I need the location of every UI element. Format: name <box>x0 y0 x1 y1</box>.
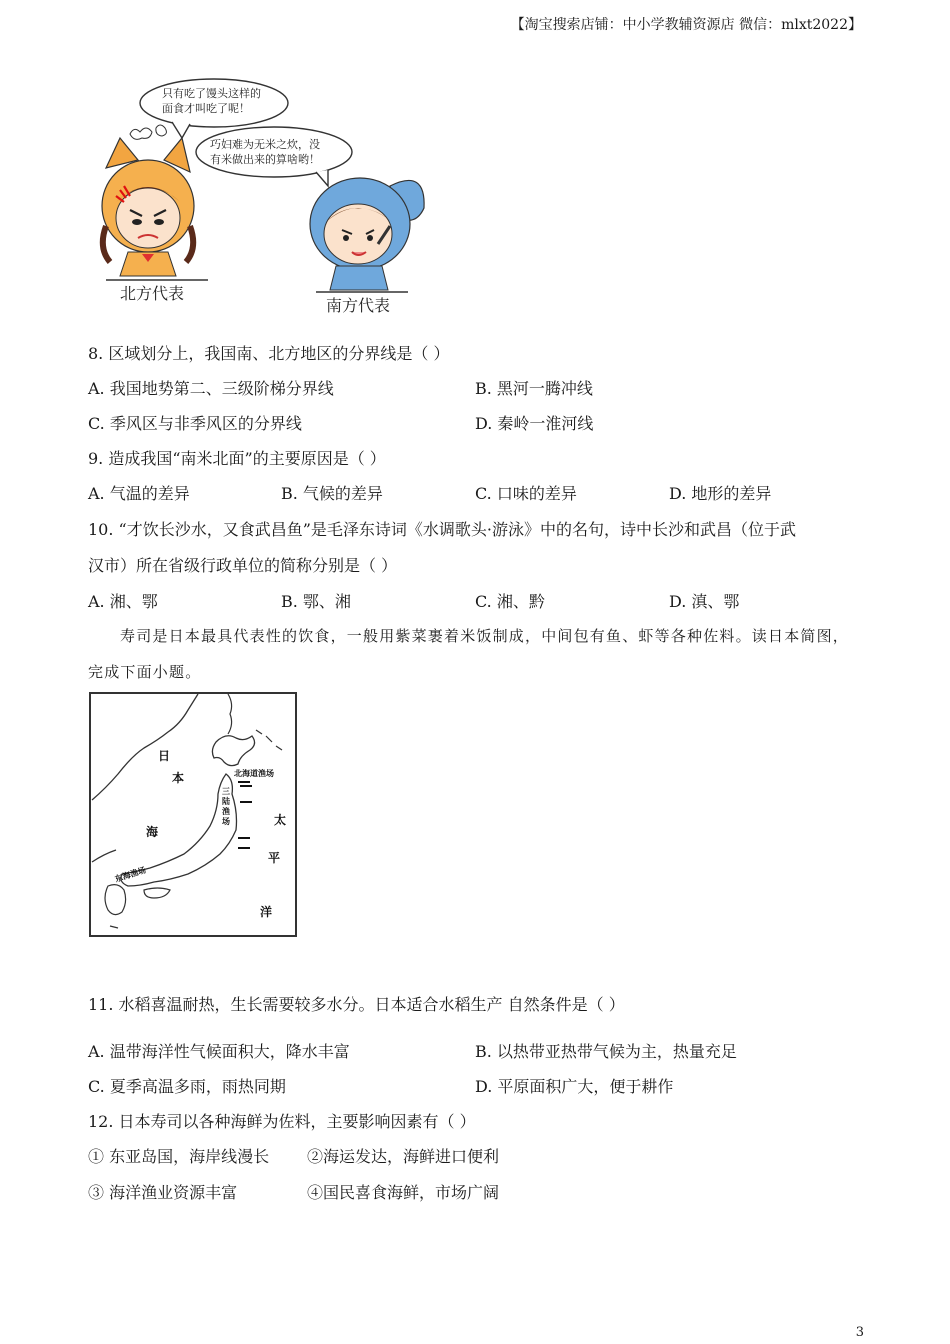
q8-option-d[interactable]: D. 秦岭一淮河线 <box>475 414 594 433</box>
q8-option-b[interactable]: B. 黑河一腾冲线 <box>475 379 593 398</box>
north-south-cartoon <box>90 76 450 321</box>
map-label-ocean-2: 平 <box>268 851 281 865</box>
q10-option-c[interactable]: C. 湘、黔 <box>475 592 545 611</box>
north-speech-line2: 面食才叫吃了呢！ <box>162 102 250 115</box>
q10-option-b[interactable]: B. 鄂、湘 <box>281 592 351 611</box>
q8-option-a[interactable]: A. 我国地势第二、三级阶梯分界线 <box>88 379 334 398</box>
question-8-stem: 8. 区域划分上，我国南、北方地区的分界线是（ ） <box>88 344 450 363</box>
q12-statement-1: ① 东亚岛国，海岸线漫长 <box>88 1147 270 1166</box>
question-11-stem: 11. 水稻喜温耐热，生长需要较多水分。日本适合水稻生产 自然条件是（ ） <box>88 995 625 1014</box>
q11-option-d[interactable]: D. 平原面积广大，便于耕作 <box>475 1077 674 1096</box>
question-9-stem: 9. 造成我国“南米北面”的主要原因是（ ） <box>88 449 386 468</box>
map-label-sanriku-2: 陆 <box>222 797 230 806</box>
south-caption: 南方代表 <box>326 296 391 315</box>
q9-option-b[interactable]: B. 气候的差异 <box>281 484 383 503</box>
map-label-sanriku-3: 渔 <box>222 807 230 816</box>
map-label-sea-1: 日 <box>158 749 171 763</box>
japan-map <box>88 690 300 940</box>
page-number: 3 <box>855 1325 864 1340</box>
map-label-east-china-sea-fishery: 东海渔场 <box>113 865 148 884</box>
q10-option-d[interactable]: D. 滇、鄂 <box>669 592 740 611</box>
q9-option-a[interactable]: A. 气温的差异 <box>88 484 190 503</box>
map-label-hokkaido-fishery: 北海道渔场 <box>234 769 274 778</box>
q9-option-c[interactable]: C. 口味的差异 <box>475 484 577 503</box>
q12-statement-3: ③ 海洋渔业资源丰富 <box>88 1183 238 1202</box>
question-10-stem-line1: 10. “才饮长沙水，又食武昌鱼”是毛泽东诗词《水调歌头·游泳》中的名句，诗中长沙和武昌（位于武 <box>88 520 796 539</box>
map-label-ocean-3: 洋 <box>260 905 273 919</box>
north-speech-line1: 只有吃了馒头这样的 <box>162 87 261 100</box>
question-12-stem: 12. 日本寿司以各种海鲜为佐料，主要影响因素有（ ） <box>88 1112 476 1131</box>
map-label-sanriku-4: 场 <box>222 817 230 826</box>
passage-line2: 完成下面小题。 <box>88 663 202 681</box>
q11-option-a[interactable]: A. 温带海洋性气候面积大，降水丰富 <box>88 1042 350 1061</box>
map-label-sea-3: 海 <box>146 825 159 839</box>
south-speech-bubble <box>196 127 352 186</box>
map-label-ocean-1: 太 <box>274 813 287 827</box>
q12-statement-4: ④国民喜食海鲜，市场广阔 <box>307 1183 500 1202</box>
q8-option-c[interactable]: C. 季风区与非季风区的分界线 <box>88 414 302 433</box>
q12-statement-2: ②海运发达，海鲜进口便利 <box>307 1147 500 1166</box>
q11-option-c[interactable]: C. 夏季高温多雨，雨热同期 <box>88 1077 286 1096</box>
map-label-sea-2: 本 <box>172 771 185 785</box>
q10-option-a[interactable]: A. 湘、鄂 <box>88 592 158 611</box>
south-character-illustration <box>310 178 424 292</box>
north-character-illustration <box>102 125 208 280</box>
south-speech-line1: 巧妇难为无米之炊，没 <box>210 138 320 151</box>
north-caption: 北方代表 <box>120 284 185 303</box>
passage-line1: 寿司是日本最具代表性的饮食，一般用紫菜裹着米饭制成，中间包有鱼、虾等各种佐料。读日本简图， <box>120 627 850 645</box>
q11-option-b[interactable]: B. 以热带亚热带气候为主，热量充足 <box>475 1042 737 1061</box>
page-header: 【淘宝搜索店铺：中小学教辅资源店 微信：mlxt2022】 <box>510 17 862 33</box>
question-10-stem-line2: 汉市）所在省级行政单位的简称分别是（ ） <box>88 556 398 575</box>
map-label-sanriku-1: 三 <box>222 787 230 796</box>
south-speech-line2: 有米做出来的算啥哟！ <box>210 153 320 166</box>
q9-option-d[interactable]: D. 地形的差异 <box>669 484 772 503</box>
